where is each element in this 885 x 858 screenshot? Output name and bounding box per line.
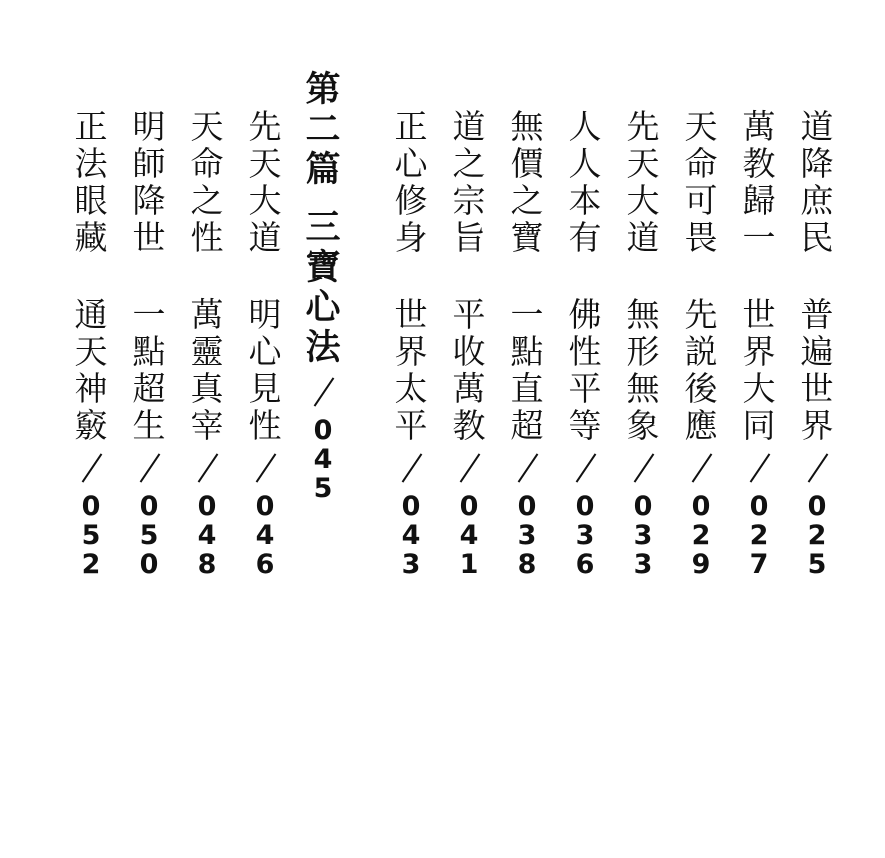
page-digit: 2 (81, 549, 101, 580)
subtitle-char: 界 (742, 332, 776, 371)
page-number (69, 492, 113, 579)
title-char: 天 (190, 107, 224, 146)
entry-subtitle (185, 296, 229, 444)
title-char: 降 (800, 144, 834, 183)
title-char: 之 (510, 181, 544, 220)
subtitle-char: 大 (742, 369, 776, 408)
title-char: 正 (394, 107, 428, 146)
entry-subtitle (69, 296, 113, 444)
page-digit: 2 (807, 520, 827, 551)
page-number (679, 492, 723, 579)
subtitle-char: 法 (305, 327, 341, 368)
page-digit: 0 (633, 491, 653, 522)
title-char: 歸 (742, 181, 776, 220)
page-digit: 0 (255, 491, 275, 522)
entry-subtitle (621, 296, 665, 444)
title-char: 道 (800, 107, 834, 146)
title-char: 先 (626, 107, 660, 146)
subtitle-char: 寶 (305, 247, 341, 288)
slash-separator (563, 444, 607, 492)
subtitle-char: 靈 (190, 332, 224, 371)
entry-title (301, 70, 345, 190)
title-char: 天 (684, 107, 718, 146)
page-digit: 3 (633, 549, 653, 580)
entry-subtitle (447, 296, 491, 444)
entry-title (185, 108, 229, 296)
subtitle-char: 收 (452, 332, 486, 371)
toc-entry (447, 108, 491, 579)
title-char: 身 (394, 218, 428, 257)
page-digit: 1 (459, 549, 479, 580)
toc-entry (621, 108, 665, 579)
page-digit: 0 (197, 491, 217, 522)
subtitle-char: 三 (305, 207, 341, 248)
entry-subtitle (505, 296, 549, 444)
entry-title (679, 108, 723, 296)
subtitle-char: 同 (742, 406, 776, 445)
page-digit: 6 (575, 549, 595, 580)
entry-title (127, 108, 171, 296)
subtitle-char: 萬 (190, 295, 224, 334)
toc-entry (505, 108, 549, 579)
page-digit: 6 (255, 549, 275, 580)
subtitle-char: 平 (394, 406, 428, 445)
entry-title (69, 108, 113, 296)
title-char: 教 (742, 144, 776, 183)
title-char: 天 (626, 144, 660, 183)
subtitle-char: 界 (394, 332, 428, 371)
slash-separator (737, 444, 781, 492)
entry-title (563, 108, 607, 296)
subtitle-char: 普 (800, 295, 834, 334)
title-char: 道 (452, 107, 486, 146)
title-char: 可 (684, 181, 718, 220)
toc-entry (389, 108, 433, 579)
slash-separator (389, 444, 433, 492)
subtitle-char: 教 (452, 406, 486, 445)
page-digit: 8 (517, 549, 537, 580)
title-char: 之 (190, 181, 224, 220)
title-char: 天 (248, 144, 282, 183)
subtitle-char: 世 (394, 295, 428, 334)
subtitle-char: 通 (74, 295, 108, 334)
title-char: 法 (74, 144, 108, 183)
subtitle-char: 宰 (190, 406, 224, 445)
entry-subtitle (563, 296, 607, 444)
subtitle-char: 象 (626, 406, 660, 445)
subtitle-char: 性 (248, 406, 282, 445)
toc-entry (563, 108, 607, 579)
page-digit: 0 (691, 491, 711, 522)
toc-entry (69, 108, 113, 579)
title-char: 人 (568, 144, 602, 183)
subtitle-char: 生 (132, 406, 166, 445)
toc-entry (795, 108, 839, 579)
entry-title (505, 108, 549, 296)
title-char: 有 (568, 218, 602, 257)
page-digit: 8 (197, 549, 217, 580)
entry-subtitle (679, 296, 723, 444)
title-char: 命 (190, 144, 224, 183)
page-number (243, 492, 287, 579)
page-digit: 5 (139, 520, 159, 551)
page-digit: 5 (313, 473, 333, 504)
subtitle-char: 等 (568, 406, 602, 445)
page-digit: 2 (691, 520, 711, 551)
subtitle-char: 平 (452, 295, 486, 334)
title-char: 降 (132, 181, 166, 220)
title-char: 藏 (74, 218, 108, 257)
title-char: 二 (305, 109, 341, 150)
title-char: 道 (626, 218, 660, 257)
subtitle-char: 一 (510, 295, 544, 334)
title-char: 命 (684, 144, 718, 183)
title-char: 性 (190, 218, 224, 257)
subtitle-char: 先 (684, 295, 718, 334)
subtitle-char: 遍 (800, 332, 834, 371)
entry-title (621, 108, 665, 296)
subtitle-char: 無 (626, 295, 660, 334)
page-digit: 4 (197, 520, 217, 551)
subtitle-char: 世 (800, 369, 834, 408)
entry-title (389, 108, 433, 296)
entry-subtitle (127, 296, 171, 444)
subtitle-char: 萬 (452, 369, 486, 408)
toc-entry (185, 108, 229, 579)
subtitle-char: 無 (626, 369, 660, 408)
subtitle-char: 點 (132, 332, 166, 371)
slash-separator (243, 444, 287, 492)
subtitle-char: 天 (74, 332, 108, 371)
title-char: 宗 (452, 181, 486, 220)
page-digit: 7 (749, 549, 769, 580)
title-char: 篇 (305, 149, 341, 190)
title-char: 大 (248, 181, 282, 220)
slash-separator (69, 444, 113, 492)
page-number (737, 492, 781, 579)
toc-entry (737, 108, 781, 579)
page-digit: 5 (807, 549, 827, 580)
page-digit: 3 (401, 549, 421, 580)
subtitle-char: 應 (684, 406, 718, 445)
title-char: 本 (568, 181, 602, 220)
title-char: 人 (568, 107, 602, 146)
subtitle-char: 太 (394, 369, 428, 408)
entry-subtitle (301, 208, 345, 368)
title-char: 修 (394, 181, 428, 220)
title-char: 一 (742, 218, 776, 257)
slash-separator (127, 444, 171, 492)
page-digit: 3 (575, 520, 595, 551)
subtitle-char: 界 (800, 406, 834, 445)
entry-title (243, 108, 287, 296)
title-char: 無 (510, 107, 544, 146)
slash-separator (301, 368, 345, 416)
subtitle-char: 點 (510, 332, 544, 371)
page-digit: 4 (255, 520, 275, 551)
title-char: 師 (132, 144, 166, 183)
page-number (505, 492, 549, 579)
title-char: 大 (626, 181, 660, 220)
subtitle-char: 平 (568, 369, 602, 408)
subtitle-char: 佛 (568, 295, 602, 334)
entry-subtitle (389, 296, 433, 444)
subtitle-char: 世 (742, 295, 776, 334)
title-char: 世 (132, 218, 166, 257)
subtitle-char: 竅 (74, 406, 108, 445)
slash-separator (795, 444, 839, 492)
page-digit: 0 (517, 491, 537, 522)
title-char: 畏 (684, 218, 718, 257)
title-char: 先 (248, 107, 282, 146)
subtitle-char: 後 (684, 369, 718, 408)
page-digit: 3 (633, 520, 653, 551)
subtitle-char: 性 (568, 332, 602, 371)
title-char: 正 (74, 107, 108, 146)
page-digit: 4 (401, 520, 421, 551)
entry-title (447, 108, 491, 296)
slash-separator (447, 444, 491, 492)
title-char: 旨 (452, 218, 486, 257)
subtitle-char: 直 (510, 369, 544, 408)
page-digit: 0 (139, 549, 159, 580)
page-number (795, 492, 839, 579)
title-char: 庶 (800, 181, 834, 220)
page-number (127, 492, 171, 579)
subtitle-char: 超 (132, 369, 166, 408)
page-digit: 2 (749, 520, 769, 551)
page-digit: 5 (81, 520, 101, 551)
slash-separator (185, 444, 229, 492)
subtitle-char: 心 (248, 332, 282, 371)
toc-entry (679, 108, 723, 579)
page-digit: 0 (807, 491, 827, 522)
slash-separator (679, 444, 723, 492)
entry-subtitle (795, 296, 839, 444)
entry-subtitle (737, 296, 781, 444)
page-digit: 0 (313, 415, 333, 446)
subtitle-char: 説 (684, 332, 718, 371)
title-char: 第 (305, 69, 341, 110)
title-char: 價 (510, 144, 544, 183)
page-number (389, 492, 433, 579)
subtitle-char: 神 (74, 369, 108, 408)
title-char: 萬 (742, 107, 776, 146)
title-char: 明 (132, 107, 166, 146)
title-char: 道 (248, 218, 282, 257)
title-char: 寶 (510, 218, 544, 257)
subtitle-char: 超 (510, 406, 544, 445)
entry-title (795, 108, 839, 296)
page-number (185, 492, 229, 579)
entry-title (737, 108, 781, 296)
entry-subtitle (243, 296, 287, 444)
title-char: 之 (452, 144, 486, 183)
toc-entry (127, 108, 171, 579)
title-char: 民 (800, 218, 834, 257)
title-char: 眼 (74, 181, 108, 220)
subtitle-char: 形 (626, 332, 660, 371)
page-digit: 0 (575, 491, 595, 522)
page-number (563, 492, 607, 579)
slash-separator (505, 444, 549, 492)
page-digit: 4 (459, 520, 479, 551)
page-number (621, 492, 665, 579)
page-number (301, 416, 345, 503)
toc-entry (243, 108, 287, 579)
subtitle-char: 心 (305, 287, 341, 328)
page-digit: 0 (139, 491, 159, 522)
page-digit: 0 (401, 491, 421, 522)
page-digit: 4 (313, 444, 333, 475)
slash-separator (621, 444, 665, 492)
page-digit: 0 (749, 491, 769, 522)
chapter-heading (301, 70, 345, 503)
subtitle-char: 明 (248, 295, 282, 334)
title-char: 心 (394, 144, 428, 183)
page-digit: 0 (81, 491, 101, 522)
subtitle-char: 真 (190, 369, 224, 408)
subtitle-char: 見 (248, 369, 282, 408)
page-digit: 0 (459, 491, 479, 522)
page-number (447, 492, 491, 579)
page-digit: 3 (517, 520, 537, 551)
page-digit: 9 (691, 549, 711, 580)
subtitle-char: 一 (132, 295, 166, 334)
